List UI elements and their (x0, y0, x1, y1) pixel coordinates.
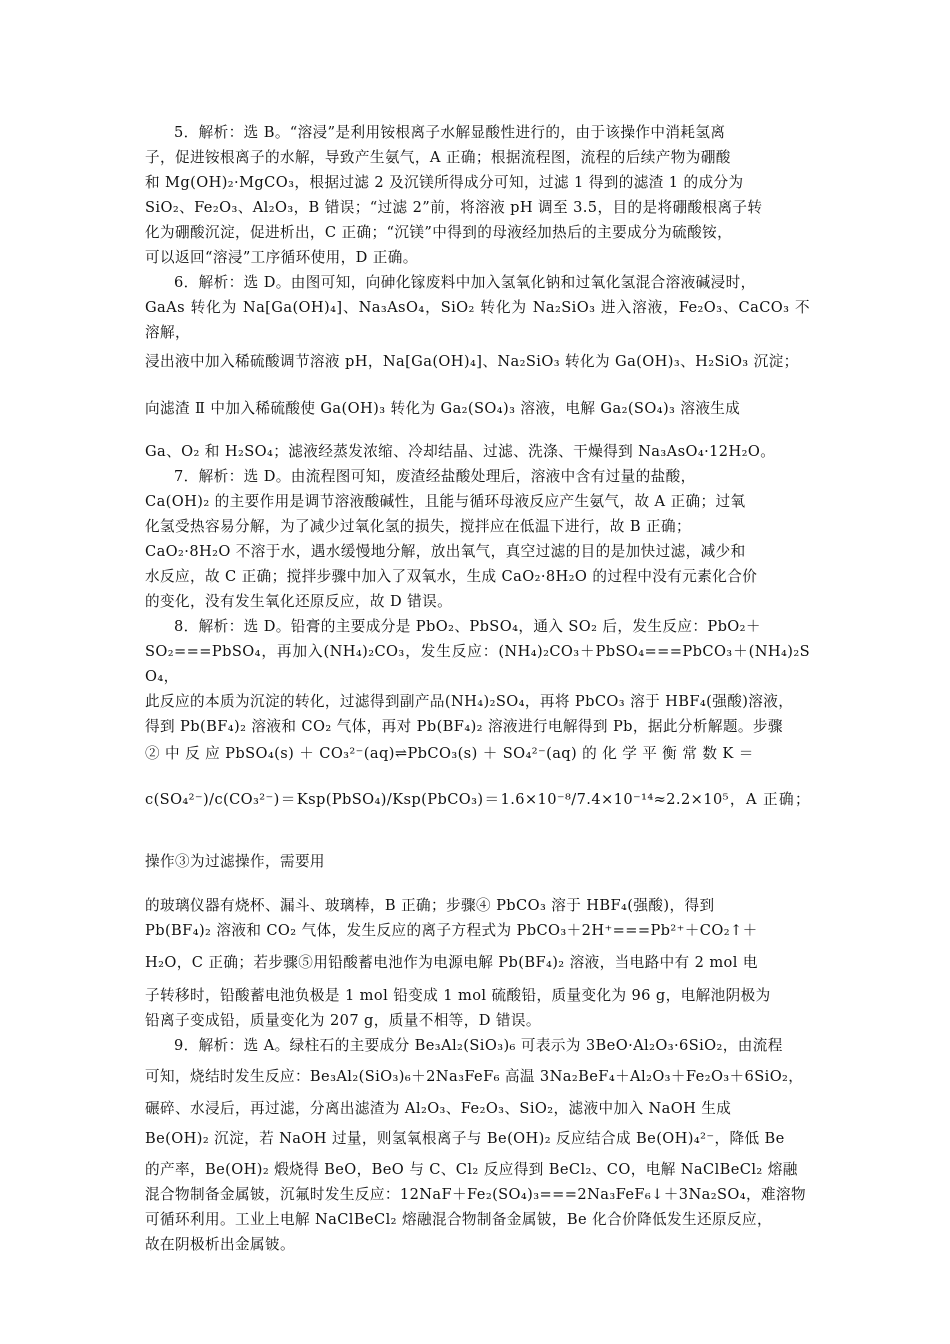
answer-document (145, 120, 810, 1257)
answer-6-line-4: 向滤渣 Ⅱ 中加入稀硫酸使 Ga(OH)₃ 转化为 Ga₂(SO₄)₃ 溶液，电解 Ga₂(SO₄)₃ 溶液生成 (145, 400, 741, 417)
answer-5-line-5: 化为硼酸沉淀，促进析出，C 正确；“沉镁”中得到的母液经加热后的主要成分为硫酸铵， (145, 224, 733, 241)
answer-8-line-5: ② 中 反 应 PbSO₄(s) ＋ CO₃²⁻(aq)⇌PbCO₃(s) ＋ SO₄²⁻(aq) 的 化 学 平 衡 常 数 K ＝ (145, 745, 754, 762)
answer-8 (145, 614, 810, 1033)
answer-9-line-2: 可知，烧结时发生反应：Be₃Al₂(SiO₃)₆＋2Na₃FeF₆ 高温 3Na₂BeF₄＋Al₂O₃＋Fe₂O₃＋6SiO₂， (145, 1068, 804, 1085)
answer-8-line-2: SO₂===PbSO₄，再加入(NH₄)₂CO₃，发生反应：(NH₄)₂CO₃＋PbSO₄===PbCO₃＋(NH₄)₂SO₄， (145, 643, 810, 685)
answer-7 (145, 464, 810, 614)
answer-5-line-4: SiO₂、Fe₂O₃、Al₂O₃，B 错误；“过滤 2”前，将溶液 pH 调至 3.5，目的是将硼酸根离子转 (145, 199, 763, 216)
answer-5-line-2: 子，促进铵根离子的水解，导致产生氨气，A 正确；根据流程图，流程的后续产物为硼酸 (145, 149, 731, 166)
answer-7-line-2: Ca(OH)₂ 的主要作用是调节溶液酸碱性，且能与循环母液反应产生氨气，故 A 正确；过氧 (145, 493, 746, 510)
answer-7-line-3: 化氢受热容易分解，为了减少过氧化氢的损失，搅拌应在低温下进行，故 B 正确； (145, 518, 691, 535)
answer-8-line-8: Pb(BF₄)₂ 溶液和 CO₂ 气体，发生反应的离子方程式为 PbCO₃＋2H⁺===Pb²⁺＋CO₂↑＋ (145, 922, 758, 939)
answer-5-line-6: 可以返回“溶浸”工序循环使用，D 正确。 (145, 249, 418, 266)
answer-9-line-5: 的产率，Be(OH)₂ 煅烧得 BeO，BeO 与 C、Cl₂ 反应得到 BeCl₂、CO，电解 NaClBeCl₂ 熔融 (145, 1161, 798, 1178)
answer-9-line-3: 碾碎、水浸后，再过滤，分离出滤渣为 Al₂O₃、Fe₂O₃、SiO₂，滤液中加入 NaOH 生成 (145, 1100, 732, 1117)
answer-7-line-1: 7．解析：选 D。由流程图可知，废渣经盐酸处理后，溶液中含有过量的盐酸， (174, 468, 696, 485)
answer-8-line-4: 得到 Pb(BF₄)₂ 溶液和 CO₂ 气体，再对 Pb(BF₄)₂ 溶液进行电解得到 Pb，据此分析解题。步骤 (145, 718, 783, 735)
answer-5-line-1: 5．解析：选 B。“溶浸”是利用铵根离子水解显酸性进行的，由于该操作中消耗氢离 (174, 124, 726, 141)
answer-8-line-7: 的玻璃仪器有烧杯、漏斗、玻璃棒，B 正确；步骤④ PbCO₃ 溶于 HBF₄(强酸)，得到 (145, 897, 715, 914)
answer-7-line-4: CaO₂·8H₂O 不溶于水，遇水缓慢地分解，放出氧气，真空过滤的目的是加快过滤，减少和 (145, 543, 746, 560)
answer-9-line-7: 可循环利用。工业上电解 NaClBeCl₂ 熔融混合物制备金属铍，Be 化合价降低发生还原反应， (145, 1211, 773, 1228)
answer-6 (145, 270, 810, 464)
answer-8-line-3: 此反应的本质为沉淀的转化，过滤得到副产品(NH₄)₂SO₄，再将 PbCO₃ 溶于 HBF₄(强酸)溶液， (145, 693, 794, 710)
answer-9-line-8: 故在阴极析出金属铍。 (145, 1236, 295, 1253)
answer-8-line-10: 子转移时，铅酸蓄电池负极是 1 mol 铅变成 1 mol 硫酸铅，质量变化为 96 g，电解池阴极为 (145, 987, 771, 1004)
answer-8-line-9: H₂O，C 正确；若步骤⑤用铅酸蓄电池作为电源电解 Pb(BF₄)₂ 溶液，当电路中有 2 mol 电 (145, 954, 758, 971)
answer-8-line-11: 铅离子变成铅，质量变化为 207 g，质量不相等，D 错误。 (145, 1012, 541, 1029)
answer-9-line-6: 混合物制备金属铍，沉氟时发生反应：12NaF＋Fe₂(SO₄)₃===2Na₃FeF₆↓＋3Na₂SO₄，难溶物 (145, 1186, 806, 1203)
answer-5 (145, 120, 810, 270)
answer-9-line-4: Be(OH)₂ 沉淀，若 NaOH 过量，则氢氧根离子与 Be(OH)₂ 反应结合成 Be(OH)₄²⁻，降低 Be (145, 1130, 785, 1147)
answer-7-line-6: 的变化，没有发生氧化还原反应，故 D 错误。 (145, 593, 453, 610)
answer-6-line-5: Ga、O₂ 和 H₂SO₄；滤液经蒸发浓缩、冷却结晶、过滤、洗涤、干燥得到 Na₃AsO₄·12H₂O。 (145, 443, 776, 460)
answer-7-line-5: 水反应，故 C 正确；搅拌步骤中加入了双氧水，生成 CaO₂·8H₂O 的过程中没有元素化合价 (145, 568, 758, 585)
answer-9-line-1: 9．解析：选 A。绿柱石的主要成分 Be₃Al₂(SiO₃)₆ 可表示为 3BeO·Al₂O₃·6SiO₂，由流程 (174, 1037, 783, 1054)
answer-5-line-3: 和 Mg(OH)₂·MgCO₃，根据过滤 2 及沉镁所得成分可知，过滤 1 得到的滤渣 1 的成分为 (145, 174, 744, 191)
answer-6-line-1: 6．解析：选 D。由图可知，向砷化镓废料中加入氢氧化钠和过氧化氢混合溶液碱浸时， (174, 274, 756, 291)
answer-8-line-1: 8．解析：选 D。铅膏的主要成分是 PbO₂、PbSO₄，通入 SO₂ 后，发生反应：PbO₂＋ (174, 618, 761, 635)
answer-6-line-3: 浸出液中加入稀硫酸调节溶液 pH，Na[Ga(OH)₄]、Na₂SiO₃ 转化为 Ga(OH)₃、H₂SiO₃ 沉淀； (145, 353, 799, 370)
answer-8-equilibrium-constant: c(SO₄²⁻)/c(CO₃²⁻)＝Ksp(PbSO₄)/Ksp(PbCO₃)＝1.6×10⁻⁸/7.4×10⁻¹⁴≈2.2×10⁵，A 正确；操作③为过滤操作，需要用 (145, 791, 810, 870)
answer-9 (145, 1033, 810, 1257)
answer-6-line-2: GaAs 转化为 Na[Ga(OH)₄]、Na₃AsO₄，SiO₂ 转化为 Na₂SiO₃ 进入溶液，Fe₂O₃、CaCO₃ 不溶解， (145, 299, 810, 341)
